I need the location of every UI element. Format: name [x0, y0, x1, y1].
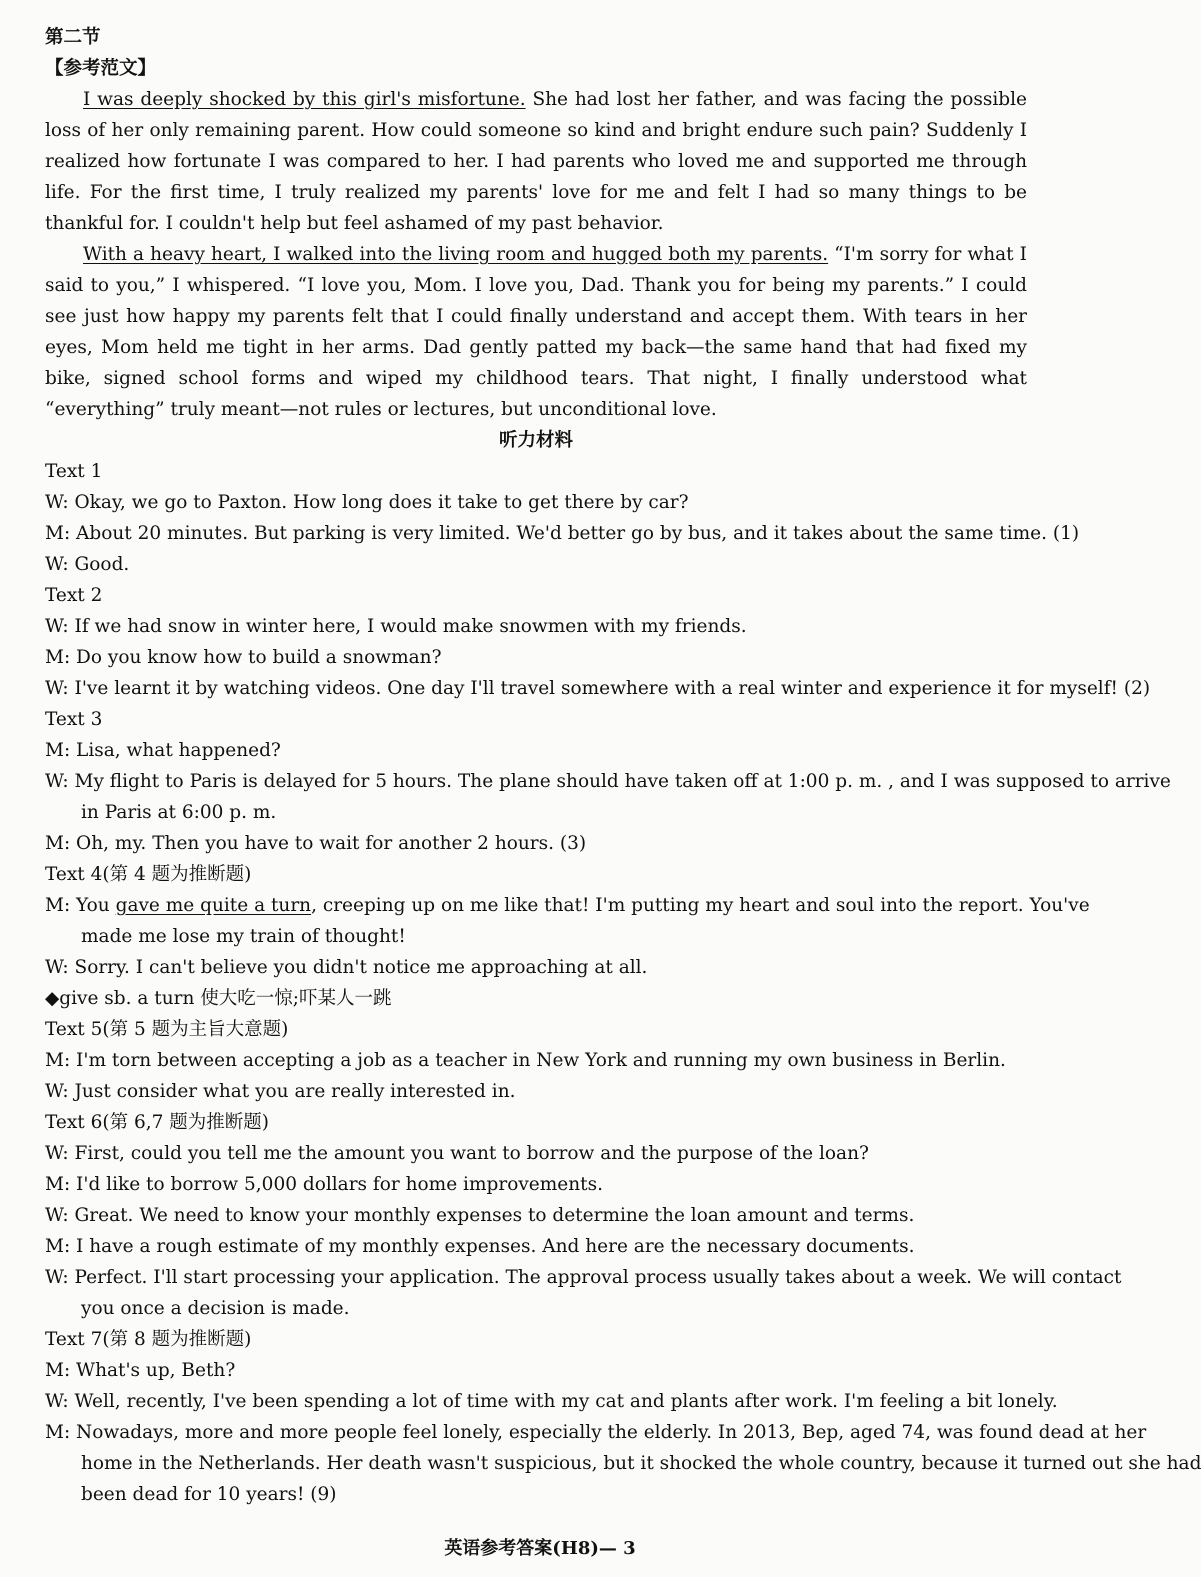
- dialog-line: W: Okay, we go to Paxton. How long does it take to get there by car?: [45, 492, 689, 513]
- vocab-note: ◆give sb. a turn 使大吃一惊;吓某人一跳: [45, 988, 392, 1009]
- dialog-line-continued: been dead for 10 years! (9): [81, 1484, 337, 1505]
- dialog-line: M: What's up, Beth?: [45, 1360, 236, 1381]
- listening-heading: 听力材料: [498, 430, 573, 451]
- dialog-line: W: Good.: [45, 554, 130, 575]
- page-footer: 英语参考答案(H8)— 3: [444, 1538, 636, 1559]
- dialog-segment: M: You: [45, 895, 116, 916]
- dialog-line: M: Lisa, what happened?: [45, 740, 281, 761]
- dialog-line: W: If we had snow in winter here, I would make snowmen with my friends.: [45, 616, 747, 637]
- dialog-line: W: Great. We need to know your monthly expenses to determine the loan amount and terms.: [45, 1205, 915, 1226]
- essay-paragraph-1: [45, 84, 1027, 239]
- text-7-title: Text 7(第 8 题为推断题): [45, 1329, 252, 1350]
- dialog-line: M: I'm torn between accepting a job as a teacher in New York and running my own business in Berlin.: [45, 1050, 1006, 1071]
- essay-topic-sentence-1: I was deeply shocked by this girl's misfortune.: [83, 89, 526, 110]
- text-1-title: Text 1: [45, 461, 103, 482]
- essay-body-1: She had lost her father, and was facing the possible loss of her only remaining parent. How could someone so kind and bright endure such pain? Suddenly I realized how fortunate I was compared to her. I had parents who loved me and supported me through life. For the first time, I truly realized my parents' love for me and felt I had so many things to be thankful for. I couldn't help but feel ashamed of my past behavior.: [45, 89, 1027, 234]
- dialog-line: M: I have a rough estimate of my monthly expenses. And here are the necessary documents.: [45, 1236, 915, 1257]
- answer-page: [45, 22, 1201, 1510]
- dialog-line: W: Well, recently, I've been spending a lot of time with my cat and plants after work. I'm feeling a bit lonely.: [45, 1391, 1058, 1412]
- dialog-line: W: Just consider what you are really interested in.: [45, 1081, 516, 1102]
- dialog-line: W: I've learnt it by watching videos. One day I'll travel somewhere with a real winter and experience it for myself! (2): [45, 678, 1151, 699]
- text-4-title: Text 4(第 4 题为推断题): [45, 864, 252, 885]
- dialog-line: W: Sorry. I can't believe you didn't notice me approaching at all.: [45, 957, 648, 978]
- dialog-line: W: First, could you tell me the amount you want to borrow and the purpose of the loan?: [45, 1143, 869, 1164]
- dialog-line: M: Nowadays, more and more people feel lonely, especially the elderly. In 2013, Bep, aged 74, was found dead at her: [45, 1422, 1147, 1443]
- essay-body-2: “I'm sorry for what I said to you,” I whispered. “I love you, Mom. I love you, Dad. Thank you for being my parents.” I could see just how happy my parents felt that I could finally understand and accept them. With tears in her eyes, Mom held me tight in her arms. Dad gently patted my back—the same hand that had fixed my bike, signed school forms and wiped my childhood tears. That night, I finally understood what “everything” truly meant—not rules or lectures, but unconditional love.: [45, 244, 1027, 420]
- dialog-line-continued: made me lose my train of thought!: [81, 926, 406, 947]
- dialog-line-continued: in Paris at 6:00 p. m.: [81, 802, 277, 823]
- dialog-line: W: My flight to Paris is delayed for 5 hours. The plane should have taken off at 1:00 p. m. , and I was supposed to arrive: [45, 771, 1171, 792]
- idiom-underline: gave me quite a turn: [115, 895, 312, 916]
- dialog-line-continued: home in the Netherlands. Her death wasn't suspicious, but it shocked the whole country, because it turned out she had: [81, 1453, 1201, 1474]
- dialog-segment: , creeping up on me like that! I'm putting my heart and soul into the report. You've: [311, 895, 1090, 916]
- dialog-line: M: I'd like to borrow 5,000 dollars for home improvements.: [45, 1174, 603, 1195]
- dialog-line-continued: you once a decision is made.: [81, 1298, 350, 1319]
- dialog-line: M: Do you know how to build a snowman?: [45, 647, 442, 668]
- dialog-line: M: Oh, my. Then you have to wait for another 2 hours. (3): [45, 833, 587, 854]
- dialog-line: W: Perfect. I'll start processing your application. The approval process usually takes about a week. We will contact: [45, 1267, 1122, 1288]
- text-2-title: Text 2: [45, 585, 103, 606]
- essay-topic-sentence-2: With a heavy heart, I walked into the living room and hugged both my parents.: [83, 244, 829, 265]
- text-5-title: Text 5(第 5 题为主旨大意题): [45, 1019, 289, 1040]
- dialog-line: [45, 890, 1090, 921]
- section-label: 【参考范文】: [45, 58, 157, 79]
- essay-paragraph-2: [45, 239, 1027, 425]
- section-title: 第二节: [45, 27, 101, 48]
- text-6-title: Text 6(第 6,7 题为推断题): [45, 1112, 269, 1133]
- dialog-line: M: About 20 minutes. But parking is very limited. We'd better go by bus, and it takes about the same time. (1): [45, 523, 1080, 544]
- text-3-title: Text 3: [45, 709, 103, 730]
